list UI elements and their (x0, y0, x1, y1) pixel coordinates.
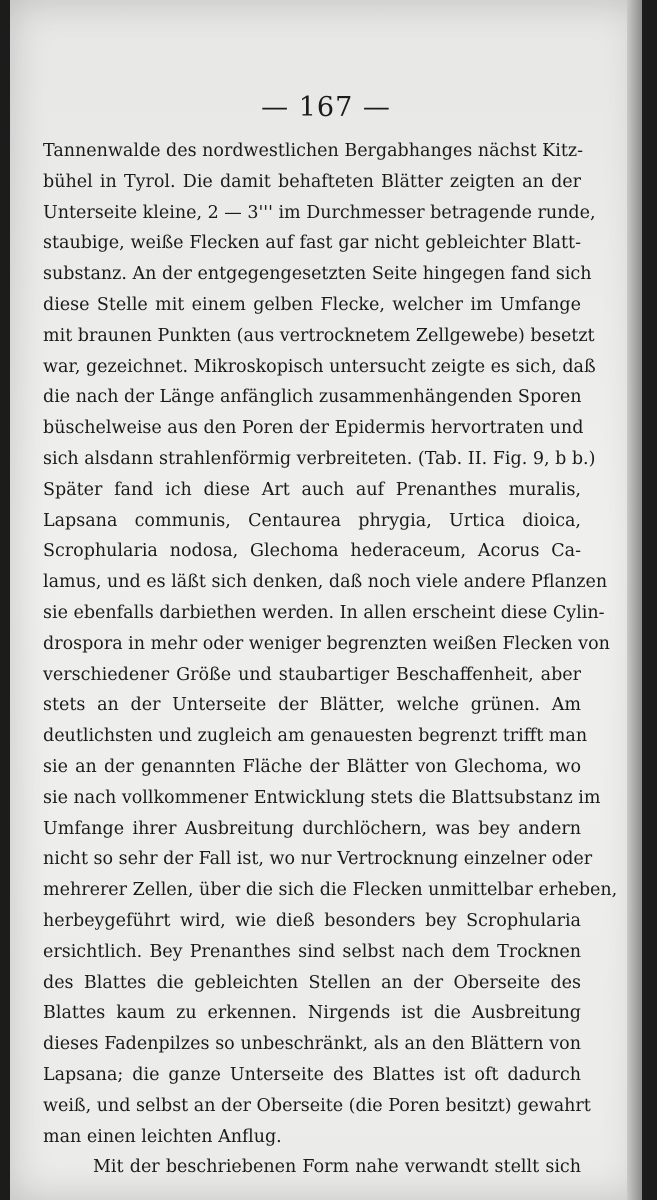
text-line: Lapsana; die ganze Unterseite des Blattes ist oft dadurch (43, 1064, 581, 1085)
text-line: Tannenwalde des nordwestlichen Bergabhanges nächst Kitz- (43, 141, 584, 161)
text-line: sich alsdann strahlenförmig verbreiteten. (Tab. II. Fig. 9, b b.) (43, 448, 596, 469)
text-line: Blattes kaum zu erkennen. Nirgends ist die Ausbreitung (43, 1003, 581, 1024)
text-line: die nach der Länge anfänglich zusammenhängenden Sporen (43, 387, 582, 408)
text-line: Umfange ihrer Ausbreitung durchlöchern, was bey andern (43, 818, 581, 839)
text-line: war, gezeichnet. Mikroskopisch untersucht zeigte es sich, daß (43, 356, 596, 377)
text-line: sie nach vollkommener Entwicklung stets die Blattsubstanz im (43, 787, 601, 808)
text-line: staubige, weiße Flecken auf fast gar nicht gebleichter Blatt- (43, 233, 581, 254)
text-line: lamus, und es läßt sich denken, daß noch viele andere Pflanzen (43, 572, 608, 593)
text-line: weiß, und selbst an der Oberseite (die Poren besitzt) gewahrt (43, 1095, 591, 1116)
text-line: mehrerer Zellen, über die sich die Flecken unmittelbar erheben, (43, 880, 618, 901)
page-number-header: — 167 — (261, 92, 391, 123)
text-line: verschiedener Größe und staubartiger Beschaffenheit, aber (43, 664, 581, 685)
text-line: büschelweise aus den Poren der Epidermis hervortraten und (43, 418, 584, 439)
book-page (10, 0, 642, 1200)
text-line: des Blattes die gebleichten Stellen an der Oberseite des (43, 972, 581, 993)
text-line: sie an der genannten Fläche der Blätter von Glechoma, wo (43, 756, 581, 777)
text-line: Später fand ich diese Art auch auf Prenanthes muralis, (43, 479, 581, 500)
text-line: sie ebenfalls darbiethen werden. In allen erscheint diese Cylin- (43, 602, 605, 623)
text-line: dieses Fadenpilzes so unbeschränkt, als an den Blättern von (43, 1034, 581, 1055)
text-line: Unterseite kleine, 2 — 3''' im Durchmesser betragende runde, (43, 202, 596, 223)
page-edge-shadow (627, 0, 642, 1200)
text-line: substanz. An der entgegengesetzten Seite hingegen fand sich (43, 264, 592, 285)
text-line: drospora in mehr oder weniger begrenzten weißen Flecken von (43, 633, 610, 654)
text-line: Scrophularia nodosa, Glechoma hederaceum, Acorus Ca- (43, 541, 581, 562)
text-line: stets an der Unterseite der Blätter, welche grünen. Am (43, 695, 581, 716)
text-line: deutlichsten und zugleich am genauesten begrenzt trifft man (43, 726, 588, 747)
text-line: ersichtlich. Bey Prenanthes sind selbst nach dem Trocknen (43, 941, 581, 962)
text-line: mit braunen Punkten (aus vertrocknetem Zellgewebe) besetzt (43, 325, 595, 346)
text-line-paragraph-end: man einen leichten Anflug. (43, 1126, 282, 1147)
text-line: nicht so sehr der Fall ist, wo nur Vertrocknung einzelner oder (43, 849, 593, 870)
page-body-text (43, 136, 618, 1183)
text-line: Lapsana communis, Centaurea phrygia, Urtica dioica, (43, 510, 581, 531)
text-line-paragraph-start: Mit der beschriebenen Form nahe verwandt stellt sich (93, 1157, 581, 1178)
text-line: herbeygeführt wird, wie dieß besonders bey Scrophularia (43, 910, 581, 931)
text-line: bühel in Tyrol. Die damit behafteten Blätter zeigten an der (43, 171, 581, 192)
text-line: diese Stelle mit einem gelben Flecke, welcher im Umfange (43, 294, 581, 315)
